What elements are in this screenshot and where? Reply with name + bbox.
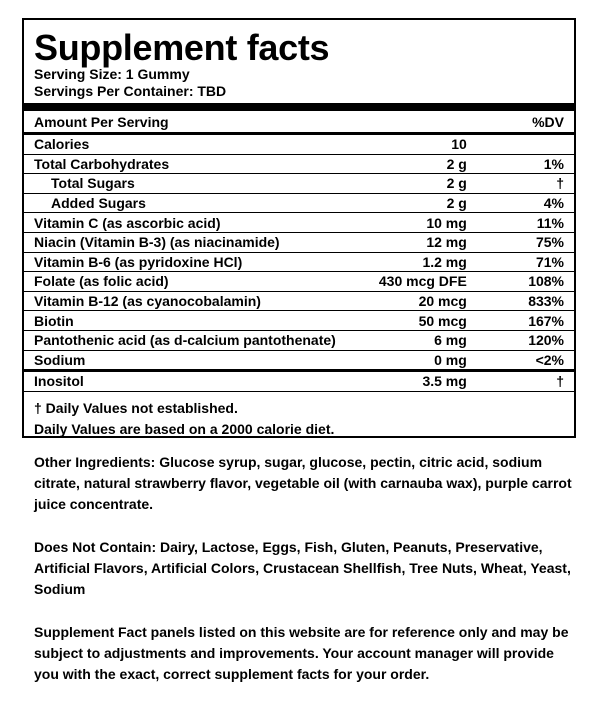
- nutrient-row: [24, 213, 574, 233]
- nutrient-row: [24, 135, 574, 154]
- nutrient-row: [24, 371, 574, 392]
- nutrient-row: [24, 232, 574, 252]
- serving-size: Serving Size: 1 Gummy: [34, 66, 190, 82]
- nutrient-dv: <2%: [467, 350, 574, 371]
- nutrient-name: Total Sugars: [24, 174, 336, 194]
- nutrient-name: Calories: [24, 135, 336, 154]
- nutrient-row: [24, 193, 574, 213]
- nutrient-amount: 10 mg: [336, 213, 467, 233]
- dv-header-label: %DV: [532, 114, 564, 130]
- nutrient-row: [24, 272, 574, 292]
- amount-header-row: [34, 111, 564, 132]
- nutrient-row: [24, 350, 574, 371]
- nutrient-row: [24, 252, 574, 272]
- nutrient-amount: 1.2 mg: [336, 252, 467, 272]
- disclaimer-text: Supplement Fact panels listed on this website are for reference only and may be subject to adjustments and improvements. Your account manager will provide you with the exact, correct supplement facts for your order.: [34, 624, 569, 682]
- nutrient-amount: 430 mcg DFE: [336, 272, 467, 292]
- nutrient-name: Vitamin B-12 (as cyanocobalamin): [24, 291, 336, 311]
- nutrient-dv: 108%: [467, 272, 574, 292]
- nutrient-amount: 20 mcg: [336, 291, 467, 311]
- nutrient-amount: 0 mg: [336, 350, 467, 371]
- nutrient-table: [24, 135, 574, 392]
- nutrient-amount: 10: [336, 135, 467, 154]
- footnote-calorie-diet: Daily Values are based on a 2000 calorie diet.: [34, 420, 335, 437]
- nutrient-name: Niacin (Vitamin B-3) (as niacinamide): [24, 232, 336, 252]
- other-ingredients-text: Other Ingredients: Glucose syrup, sugar, glucose, pectin, citric acid, sodium citrate, natural strawberry flavor, vegetable oil (with carnauba wax), purple carrot juice concentrate.: [34, 454, 572, 512]
- nutrient-dv: 11%: [467, 213, 574, 233]
- nutrient-amount: 2 g: [336, 154, 467, 174]
- nutrient-name: Inositol: [24, 371, 336, 392]
- nutrient-dv: [467, 135, 574, 154]
- nutrient-row: [24, 311, 574, 331]
- nutrient-name: Total Carbohydrates: [24, 154, 336, 174]
- nutrient-name: Biotin: [24, 311, 336, 331]
- nutrient-dv: †: [467, 174, 574, 194]
- nutrient-amount: 6 mg: [336, 330, 467, 350]
- nutrient-name: Sodium: [24, 350, 336, 371]
- nutrient-row: [24, 154, 574, 174]
- nutrient-row: [24, 330, 574, 350]
- nutrient-amount: 2 g: [336, 193, 467, 213]
- nutrient-dv: 1%: [467, 154, 574, 174]
- nutrient-name: Added Sugars: [24, 193, 336, 213]
- nutrient-name: Folate (as folic acid): [24, 272, 336, 292]
- nutrient-dv: 75%: [467, 232, 574, 252]
- does-not-contain-text: Does Not Contain: Dairy, Lactose, Eggs, Fish, Gluten, Peanuts, Preservative, Artificial Flavors, Artificial Colors, Crustacean Shellfish, Tree Nuts, Wheat, Yeast, Sodium: [34, 539, 571, 597]
- nutrient-amount: 3.5 mg: [336, 371, 467, 392]
- nutrient-row: [24, 291, 574, 311]
- nutrient-dv: 4%: [467, 193, 574, 213]
- nutrient-amount: 12 mg: [336, 232, 467, 252]
- nutrient-name: Pantothenic acid (as d-calcium pantothenate): [24, 330, 336, 350]
- nutrient-amount: 50 mcg: [336, 311, 467, 331]
- nutrient-dv: 167%: [467, 311, 574, 331]
- servings-per-container: Servings Per Container: TBD: [34, 83, 227, 99]
- nutrient-dv: †: [467, 371, 574, 392]
- nutrient-name: Vitamin B-6 (as pyridoxine HCl): [24, 252, 336, 272]
- amount-per-serving-label: Amount Per Serving: [34, 114, 169, 130]
- nutrient-dv: 71%: [467, 252, 574, 272]
- nutrient-amount: 2 g: [336, 174, 467, 194]
- supplement-facts-panel: [22, 18, 576, 438]
- nutrient-dv: 833%: [467, 291, 574, 311]
- nutrient-row: [24, 174, 574, 194]
- thick-divider: [24, 103, 574, 111]
- panel-title: Supplement facts: [34, 27, 330, 68]
- nutrient-name: Vitamin C (as ascorbic acid): [24, 213, 336, 233]
- nutrient-dv: 120%: [467, 330, 574, 350]
- footnote-not-established: † Daily Values not established.: [34, 399, 238, 416]
